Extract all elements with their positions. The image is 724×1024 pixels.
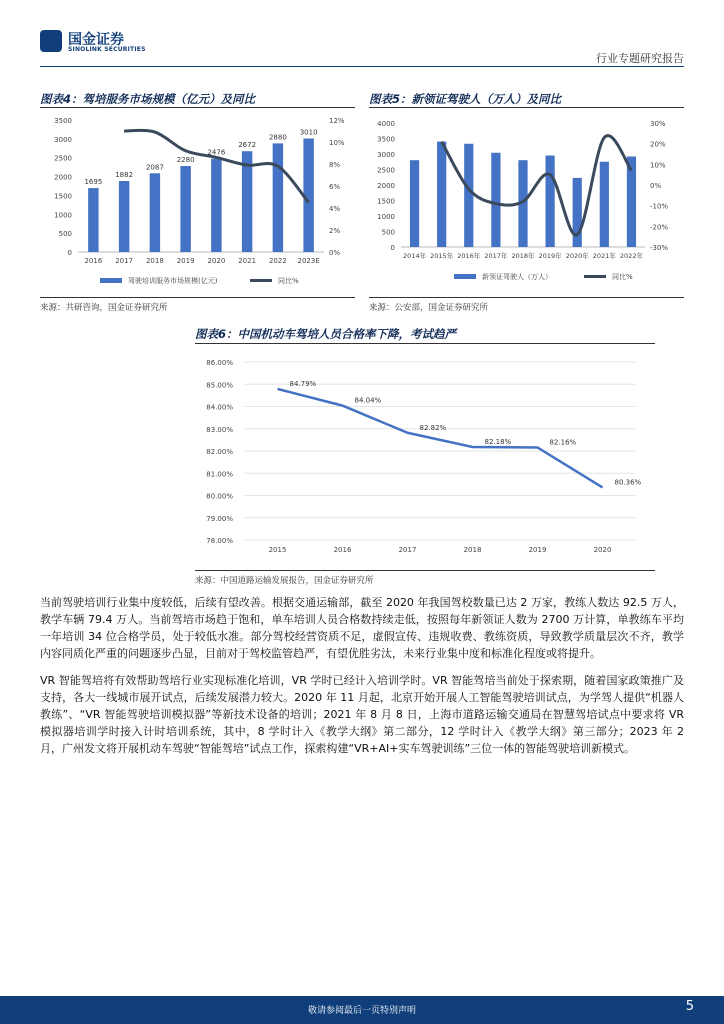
- chart1-bar: [180, 166, 190, 252]
- chart2-xtick: 2014年: [403, 252, 427, 260]
- chart2-ytick: 3500: [377, 135, 395, 144]
- chart1-bar: [211, 159, 221, 252]
- figure4-title: 图表4：驾培服务市场规模（亿元）及同比: [40, 92, 255, 106]
- figure4-rule-bottom: [40, 297, 355, 298]
- chart1-legend-bar-label: 驾驶培训服务市场规模(亿元): [128, 277, 218, 285]
- chart1-bar: [119, 181, 129, 252]
- chart1-xtick: 2022: [268, 257, 287, 265]
- chart3-xtick: 2018: [463, 546, 482, 554]
- chart1-ytick: 500: [58, 230, 72, 239]
- chart1-ytick: 1000: [54, 211, 72, 220]
- chart2-y2tick: 0%: [650, 182, 662, 190]
- chart2-xtick: 2021年: [592, 252, 616, 260]
- chart3-ytick: 85.00%: [206, 381, 233, 390]
- chart3-data-label: 84.04%: [354, 396, 382, 405]
- figure5-chart: [369, 110, 689, 295]
- chart2-ytick: 1000: [377, 213, 395, 221]
- chart3-xtick: 2020: [593, 546, 612, 554]
- chart3-xtick: 2015: [268, 546, 287, 554]
- logo-en: SINOLINK SECURITIES: [68, 46, 146, 53]
- figure5-rule: [369, 107, 684, 108]
- chart2-legend-bar-label: 新领证驾驶人（万人）: [482, 273, 552, 281]
- chart1-y2tick: 12%: [329, 117, 345, 125]
- chart3-ytick: 84.00%: [206, 403, 233, 412]
- chart1-bar-label: 2280: [176, 156, 195, 165]
- chart2-bar: [600, 162, 609, 247]
- figure5-source: 来源：公安部，国金证券研究所: [369, 303, 489, 313]
- chart1-bar: [273, 143, 283, 252]
- chart2-ytick: 3000: [377, 151, 395, 159]
- chart1-bar-label: 2672: [238, 141, 257, 150]
- logo-icon: [40, 30, 62, 52]
- chart1-bar-label: 1695: [84, 178, 103, 187]
- figure6-chart: [195, 346, 655, 568]
- chart2-legend-line-label: 同比%: [612, 273, 633, 281]
- chart3-ytick: 83.00%: [206, 425, 233, 434]
- chart2-bar: [410, 160, 419, 247]
- chart2-xtick: 2020年: [565, 252, 589, 260]
- chart3-xtick: 2017: [398, 546, 417, 554]
- chart2-bar: [464, 144, 473, 247]
- chart2-xtick: 2015年: [430, 252, 454, 260]
- chart2-xtick: 2018年: [511, 252, 535, 260]
- figure5-rule-bottom: [369, 297, 684, 298]
- chart1-bar: [88, 188, 98, 252]
- chart2-y2tick: 10%: [650, 161, 666, 170]
- chart2-ytick: 1500: [377, 197, 395, 206]
- chart1-y2tick: 4%: [329, 205, 341, 213]
- chart2-xtick: 2022年: [619, 252, 643, 260]
- chart2-ytick: 2500: [377, 166, 395, 175]
- chart1-legend-bar-swatch: [100, 278, 122, 283]
- chart3-ytick: 86.00%: [206, 359, 233, 367]
- chart3-ytick: 80.00%: [206, 492, 233, 501]
- chart1-y2tick: 6%: [329, 183, 341, 191]
- figure4-chart: [40, 110, 360, 295]
- chart1-bar-label: 1882: [115, 171, 134, 180]
- chart1-ytick: 0: [67, 249, 72, 257]
- chart2-y2tick: -30%: [650, 244, 669, 252]
- chart1-bar-label: 2476: [207, 148, 226, 157]
- chart2-xtick: 2017年: [484, 252, 508, 260]
- figure4-rule: [40, 107, 355, 108]
- chart2-xtick: 2019年: [538, 252, 562, 260]
- chart3-data-label: 84.79%: [289, 379, 317, 388]
- chart1-y2tick: 8%: [329, 161, 341, 169]
- chart3-data-label: 80.36%: [614, 478, 642, 487]
- figure4-source: 来源：共研咨询，国金证券研究所: [40, 303, 168, 313]
- figure5-title: 图表5：新领证驾驶人（万人）及同比: [369, 92, 561, 106]
- chart3-ytick: 81.00%: [206, 470, 233, 479]
- chart2-y2tick: 30%: [650, 120, 666, 128]
- chart2-ytick: 2000: [377, 182, 395, 190]
- chart1-ytick: 2000: [54, 173, 72, 182]
- chart2-xtick: 2016年: [457, 252, 481, 260]
- chart1-ytick: 1500: [54, 192, 72, 201]
- chart2-ytick: 500: [381, 228, 395, 237]
- chart1-ytick: 3000: [54, 135, 72, 144]
- figure6-rule: [195, 343, 655, 344]
- figure6-source: 来源：中国道路运输发展报告，国金证券研究所: [195, 576, 374, 586]
- chart1-ytick: 3500: [54, 117, 72, 125]
- chart1-bar-label: 3010: [299, 128, 318, 137]
- chart2-bar: [546, 156, 555, 247]
- chart2-bar: [573, 178, 582, 247]
- chart3-xtick: 2019: [528, 546, 547, 554]
- chart1-xtick: 2020: [207, 257, 226, 265]
- chart3-data-label: 82.16%: [549, 438, 577, 447]
- paragraph-1: 当前驾驶培训行业集中度较低，后续有望改善。根据交通运输部，截至 2020 年我国驾校数量已达 2 万家，教练人数达 92.5 万人，教学车辆 79.4 万人。当前驾培市场趋于饱和，单车培训人员合格数持续走低，按照每年新领证人数为 2700 万计算，单教练车平均一年培训 34 位合格学员，处于较低水准。部分驾校经营资质不足，虚假宣传、违规收费、教练资质，导致教学质量层次不齐，教学内容同质化严重的问题逐步凸显，目前对于驾校监管趋严，有望优胜劣汰，未来行业集中度和标准化程度或将提升。: [40, 596, 684, 660]
- chart1-legend-line-label: 同比%: [278, 277, 299, 285]
- logo-name: 国金证券: [68, 32, 124, 48]
- page-number: 5: [685, 999, 694, 1014]
- chart1-xtick: 2019: [176, 257, 195, 265]
- chart1-y2tick: 10%: [329, 139, 345, 147]
- chart1-bar-label: 2087: [145, 163, 164, 172]
- chart3-ytick: 79.00%: [206, 514, 233, 523]
- chart1-bar-label: 2880: [268, 133, 287, 142]
- report-type: 行业专题研究报告: [596, 52, 684, 65]
- chart1-bar: [150, 173, 160, 252]
- chart2-y2tick: 20%: [650, 140, 666, 149]
- chart2-y2tick: -10%: [650, 202, 669, 211]
- chart1-xtick: 2018: [145, 257, 164, 265]
- figure6-rule-bottom: [195, 570, 655, 571]
- chart1-y2tick: 2%: [329, 227, 341, 235]
- chart2-legend-bar-swatch: [454, 274, 476, 279]
- chart1-y2tick: 0%: [329, 249, 341, 257]
- chart3-xtick: 2016: [333, 546, 352, 554]
- chart3-data-label: 82.18%: [484, 437, 512, 446]
- chart3-data-label: 82.82%: [419, 423, 447, 432]
- chart1-ytick: 2500: [54, 154, 72, 163]
- chart3-ytick: 78.00%: [206, 537, 233, 545]
- footer-disclaimer: 敬请参阅最后一页特别声明: [307, 1006, 416, 1016]
- header-divider: [40, 66, 684, 67]
- chart1-xtick: 2021: [238, 257, 257, 265]
- paragraph-2: VR 智能驾培将有效帮助驾培行业实现标准化培训，VR 学时已经计入培训学时。VR 智能驾培当前处于探索期，随着国家政策推广及支持，各大一线城市展开试点，后续发展潜力较大。2020 年 11 月起，北京开始开展人工智能驾驶培训试点，为学驾人提供“机器人教练”、“VR 智能驾驶培训模拟器”等新技术设备的培训；2021 年 8 月 8 日，上海市道路运输交通局在智慧驾培试点中要求将 VR 模拟器培训学时接入计时培训系统，其中，8 学时计入《教学大纲》第二部分，12 学时计入《教学大纲》第三部分；2023 年 2 月，广州发文将开展机动车驾驶“智能驾培”试点工作，探索构建“VR+AI+实车驾驶训练”三位一体的智能驾驶培训新模式。: [40, 674, 684, 755]
- chart2-bar: [437, 142, 446, 247]
- chart2-ytick: 0: [390, 244, 395, 252]
- chart3-ytick: 82.00%: [206, 448, 233, 456]
- chart2-ytick: 4000: [377, 120, 395, 128]
- chart1-xtick: 2023E: [297, 257, 320, 265]
- chart1-xtick: 2017: [115, 257, 134, 265]
- figure6-title: 图表6：中国机动车驾培人员合格率下降，考试趋严: [195, 327, 456, 341]
- chart2-y2tick: -20%: [650, 223, 669, 232]
- chart2-bar: [491, 153, 500, 247]
- chart1-xtick: 2016: [84, 257, 103, 265]
